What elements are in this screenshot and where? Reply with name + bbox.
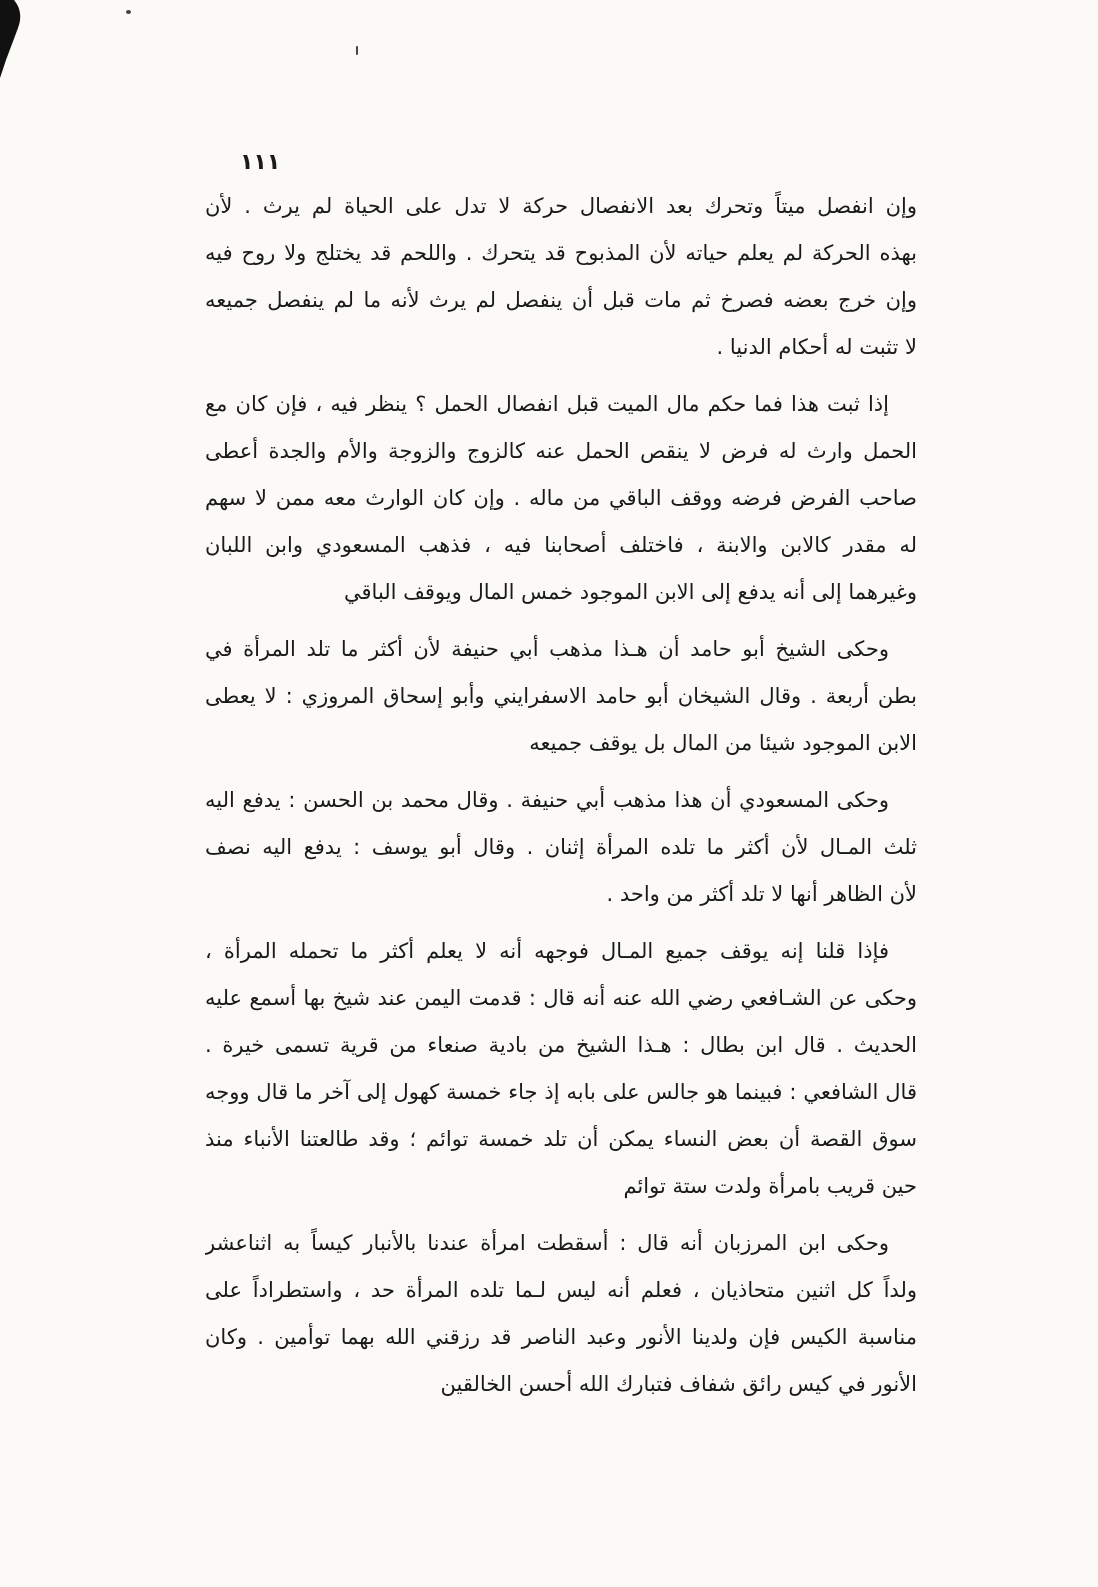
text-line: وإن انفصل ميتاً وتحرك بعد الانفصال حركة لا تدل على الحياة لم يرث . لأن <box>205 194 917 218</box>
text-line: سوق القصة أن بعض النساء يمكن أن تلد خمسة توائم ؛ وقد طالعتنا الأنباء منذ <box>205 1127 917 1151</box>
text-line: إذا ثبت هذا فما حكم مال الميت قبل انفصال الحمل ؟ ينظر فيه ، فإن كان مع <box>205 392 889 416</box>
paragraph <box>205 626 917 767</box>
text-line: الأنور في كيس رائق شفاف فتبارك الله أحسن الخالقين <box>440 1372 917 1396</box>
text-line: وحكى الشيخ أبو حامد أن هـذا مذهب أبي حنيفة لأن أكثر ما تلد المرأة في <box>205 637 889 661</box>
text-line: فإذا قلنا إنه يوقف جميع المـال فوجهه أنه لا يعلم أكثر ما تحمله المرأة ، <box>205 939 889 963</box>
scan-edge-mark <box>0 0 28 80</box>
text-line: قال الشافعي : فبينما هو جالس على بابه إذ جاء خمسة كهول إلى آخر ما قال ووجه <box>205 1080 917 1104</box>
paragraph <box>205 928 917 1210</box>
page-number: ١١١ <box>240 150 281 175</box>
text-line: الحمل وارث له فرض لا ينقص الحمل عنه كالزوج والزوجة والأم والجدة أعطى <box>205 439 917 463</box>
text-line: بهذه الحركة لم يعلم حياته لأن المذبوح قد يتحرك . واللحم قد يختلج ولا روح فيه <box>205 241 917 265</box>
text-line: الابن الموجود شيئا من المال بل يوقف جميعه <box>529 731 917 755</box>
scan-speck <box>356 46 358 55</box>
paragraph <box>205 183 917 371</box>
text-line: حين قريب بامرأة ولدت ستة توائم <box>623 1174 917 1198</box>
text-line: الحديث . قال ابن بطال : هـذا الشيخ من بادية صنعاء من قرية تسمى خيرة . <box>205 1033 917 1057</box>
text-line: وحكى المسعودي أن هذا مذهب أبي حنيفة . وقال محمد بن الحسن : يدفع اليه <box>205 788 889 812</box>
paragraph-gap <box>205 1210 917 1220</box>
scan-speck <box>126 10 131 14</box>
paragraph <box>205 381 917 616</box>
body-text <box>205 183 917 1408</box>
paragraph-gap <box>205 371 917 381</box>
text-line: وإن خرج بعضه فصرخ ثم مات قبل أن ينفصل لم يرث لأنه ما لم ينفصل جميعه <box>205 288 917 312</box>
text-line: وحكى ابن المرزبان أنه قال : أسقطت امرأة عندنا بالأنبار كيساً به اثناعشر <box>205 1231 889 1255</box>
text-line: وغيرهما إلى أنه يدفع إلى الابن الموجود خمس المال ويوقف الباقي <box>344 580 917 604</box>
text-line: بطن أربعة . وقال الشيخان أبو حامد الاسفرايني وأبو إسحاق المروزي : لا يعطى <box>205 684 917 708</box>
text-line: وحكى عن الشـافعي رضي الله عنه أنه قال : قدمت اليمن عند شيخ بها أسمع عليه <box>205 986 917 1010</box>
text-line: صاحب الفرض فرضه ووقف الباقي من ماله . وإن كان الوارث معه ممن لا سهم <box>205 486 917 510</box>
text-line: ولداً كل اثنين متحاذيان ، فعلم أنه ليس لـما تلده المرأة حد ، واستطراداً على <box>205 1278 917 1302</box>
paragraph-gap <box>205 767 917 777</box>
text-line: مناسبة الكيس فإن ولدينا الأنور وعبد الناصر قد رزقني الله بهما توأمين . وكان <box>205 1325 917 1349</box>
text-line: له مقدر كالابن والابنة ، فاختلف أصحابنا فيه ، فذهب المسعودي وابن اللبان <box>205 533 917 557</box>
paragraph-gap <box>205 918 917 928</box>
text-line: لأن الظاهر أنها لا تلد أكثر من واحد . <box>606 882 917 906</box>
text-line: ثلث المـال لأن أكثر ما تلده المرأة إثنان . وقال أبو يوسف : يدفع اليه نصف <box>205 835 917 859</box>
paragraph <box>205 1220 917 1408</box>
paragraph <box>205 777 917 918</box>
text-line: لا تثبت له أحكام الدنيا . <box>716 335 917 359</box>
paragraph-gap <box>205 616 917 626</box>
